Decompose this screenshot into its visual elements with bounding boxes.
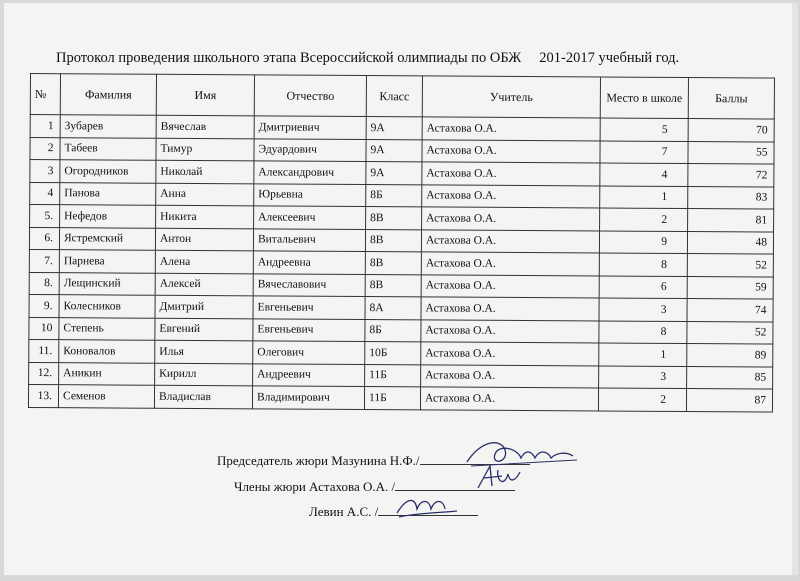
cell-name: Владислав: [154, 385, 252, 408]
cell-num: 3: [30, 160, 60, 183]
cell-num: 8.: [29, 272, 59, 295]
signature-member2-line: [309, 503, 478, 520]
cell-grade: 10Б: [365, 342, 421, 365]
cell-place: 8: [599, 320, 687, 343]
cell-patronymic: Юрьевна: [254, 183, 366, 206]
cell-patronymic: Витальевич: [253, 228, 365, 251]
cell-place: 4: [600, 163, 688, 186]
cell-place: 7: [600, 140, 688, 163]
col-header-surname: Фамилия: [60, 74, 156, 116]
cell-teacher: Астахова О.А.: [420, 387, 598, 411]
cell-patronymic: Владимирович: [252, 386, 364, 409]
table-body: [28, 115, 774, 412]
cell-patronymic: Александрович: [254, 161, 366, 184]
cell-patronymic: Евгеньевич: [253, 296, 365, 319]
cell-score: 55: [688, 141, 774, 164]
cell-patronymic: Андреевна: [253, 251, 365, 274]
cell-name: Анна: [156, 183, 254, 206]
cell-name: Алена: [155, 250, 253, 273]
cell-score: 83: [688, 186, 774, 209]
cell-score: 70: [688, 119, 774, 142]
cell-grade: 8В: [365, 229, 421, 252]
signature-members-line: [234, 478, 515, 495]
cell-surname: Табеев: [60, 137, 156, 160]
cell-teacher: Астахова О.А.: [422, 207, 600, 231]
cell-place: 1: [599, 343, 687, 366]
cell-teacher: Астахова О.А.: [421, 274, 599, 298]
col-header-num: №: [30, 74, 60, 115]
cell-patronymic: Андреевич: [253, 363, 365, 386]
col-header-score: Баллы: [688, 78, 774, 120]
cell-name: Дмитрий: [155, 295, 253, 318]
cell-teacher: Астахова О.А.: [422, 162, 600, 186]
cell-teacher: Астахова О.А.: [422, 117, 600, 141]
col-header-patronymic: Отчество: [254, 75, 366, 117]
cell-teacher: Астахова О.А.: [421, 297, 599, 321]
cell-surname: Колесников: [59, 295, 155, 318]
cell-grade: 8А: [365, 297, 421, 320]
cell-score: 52: [687, 254, 773, 277]
cell-teacher: Астахова О.А.: [422, 184, 600, 208]
cell-place: 2: [598, 388, 686, 411]
cell-patronymic: Алексеевич: [254, 206, 366, 229]
cell-score: 81: [688, 209, 774, 232]
col-header-teacher: Учитель: [422, 76, 600, 118]
cell-score: 74: [687, 299, 773, 322]
cell-name: Евгений: [155, 318, 253, 341]
cell-surname: Степень: [59, 317, 155, 340]
cell-place: 3: [599, 298, 687, 321]
cell-grade: 8В: [366, 207, 422, 230]
cell-name: Вячеслав: [156, 115, 254, 138]
results-table: [28, 73, 775, 412]
cell-place: 8: [599, 253, 687, 276]
cell-place: 3: [599, 365, 687, 388]
cell-num: 6.: [29, 227, 59, 250]
cell-num: 7.: [29, 249, 59, 272]
cell-surname: Коновалов: [59, 340, 155, 363]
cell-surname: Огородников: [60, 160, 156, 183]
cell-place: 2: [600, 208, 688, 231]
cell-name: Никита: [156, 205, 254, 228]
document-title: [56, 50, 679, 67]
col-header-place: Место в школе: [600, 77, 688, 119]
cell-patronymic: Эдуардович: [254, 138, 366, 161]
cell-grade: 8Б: [366, 184, 422, 207]
cell-place: 6: [599, 275, 687, 298]
cell-patronymic: Дмитриевич: [254, 116, 366, 139]
cell-teacher: Астахова О.А.: [422, 139, 600, 163]
cell-score: 72: [688, 164, 774, 187]
cell-num: 12.: [29, 362, 59, 385]
cell-surname: Ястремский: [59, 227, 155, 250]
cell-patronymic: Евгеньевич: [253, 318, 365, 341]
cell-score: 59: [687, 276, 773, 299]
cell-num: 11.: [29, 339, 59, 362]
cell-score: 89: [687, 344, 773, 367]
cell-patronymic: Олегович: [253, 341, 365, 364]
cell-grade: 8В: [365, 252, 421, 275]
chair-label: Председатель жюри Мазунина Н.Ф./: [217, 453, 420, 468]
cell-name: Тимур: [156, 138, 254, 161]
member2-signature-mark: [393, 491, 463, 525]
cell-name: Кирилл: [155, 363, 253, 386]
cell-num: 10: [29, 317, 59, 340]
cell-name: Илья: [155, 340, 253, 363]
title-text: Протокол проведения школьного этапа Всероссийской олимпиады по ОБЖ: [56, 50, 522, 66]
cell-surname: Панова: [60, 182, 156, 205]
cell-teacher: Астахова О.А.: [421, 252, 599, 276]
title-year: 201-2017 учебный год.: [539, 50, 680, 66]
cell-surname: Семенов: [58, 385, 154, 408]
cell-surname: Нефедов: [60, 205, 156, 228]
cell-grade: 8Б: [365, 319, 421, 342]
cell-score: 52: [687, 321, 773, 344]
cell-place: 1: [600, 185, 688, 208]
cell-grade: 11Б: [364, 387, 420, 410]
cell-grade: 11Б: [365, 364, 421, 387]
cell-surname: Аникин: [59, 362, 155, 385]
table-header-row: [30, 74, 774, 120]
cell-teacher: Астахова О.А.: [421, 319, 599, 343]
cell-num: 4: [30, 182, 60, 205]
cell-name: Николай: [156, 160, 254, 183]
document-page: [4, 3, 798, 575]
cell-surname: Зубарев: [60, 115, 156, 138]
cell-name: Алексей: [155, 273, 253, 296]
cell-surname: Парнева: [59, 250, 155, 273]
cell-place: 5: [600, 118, 688, 141]
member2-label: Левин А.С. /: [309, 504, 379, 519]
table-row: [28, 384, 772, 411]
cell-grade: 8В: [365, 274, 421, 297]
members-label: Члены жюри Астахова О.А. /: [234, 479, 396, 494]
cell-grade: 9А: [366, 162, 422, 185]
cell-score: 87: [686, 389, 772, 412]
cell-teacher: Астахова О.А.: [421, 229, 599, 253]
cell-place: 9: [599, 230, 687, 253]
cell-num: 9.: [29, 294, 59, 317]
cell-grade: 9А: [366, 117, 422, 140]
cell-teacher: Астахова О.А.: [421, 342, 599, 366]
cell-name: Антон: [155, 228, 253, 251]
cell-num: 13.: [28, 384, 58, 407]
members-signature-mark: [468, 460, 528, 500]
cell-grade: 9А: [366, 139, 422, 162]
cell-patronymic: Вячеславович: [253, 273, 365, 296]
cell-score: 48: [687, 231, 773, 254]
col-header-grade: Класс: [366, 76, 422, 117]
cell-score: 85: [687, 366, 773, 389]
cell-num: 2: [30, 137, 60, 160]
cell-surname: Лещинский: [59, 272, 155, 295]
cell-num: 1: [30, 115, 60, 138]
cell-teacher: Астахова О.А.: [421, 364, 599, 388]
cell-num: 5.: [30, 205, 60, 228]
col-header-name: Имя: [156, 74, 254, 116]
